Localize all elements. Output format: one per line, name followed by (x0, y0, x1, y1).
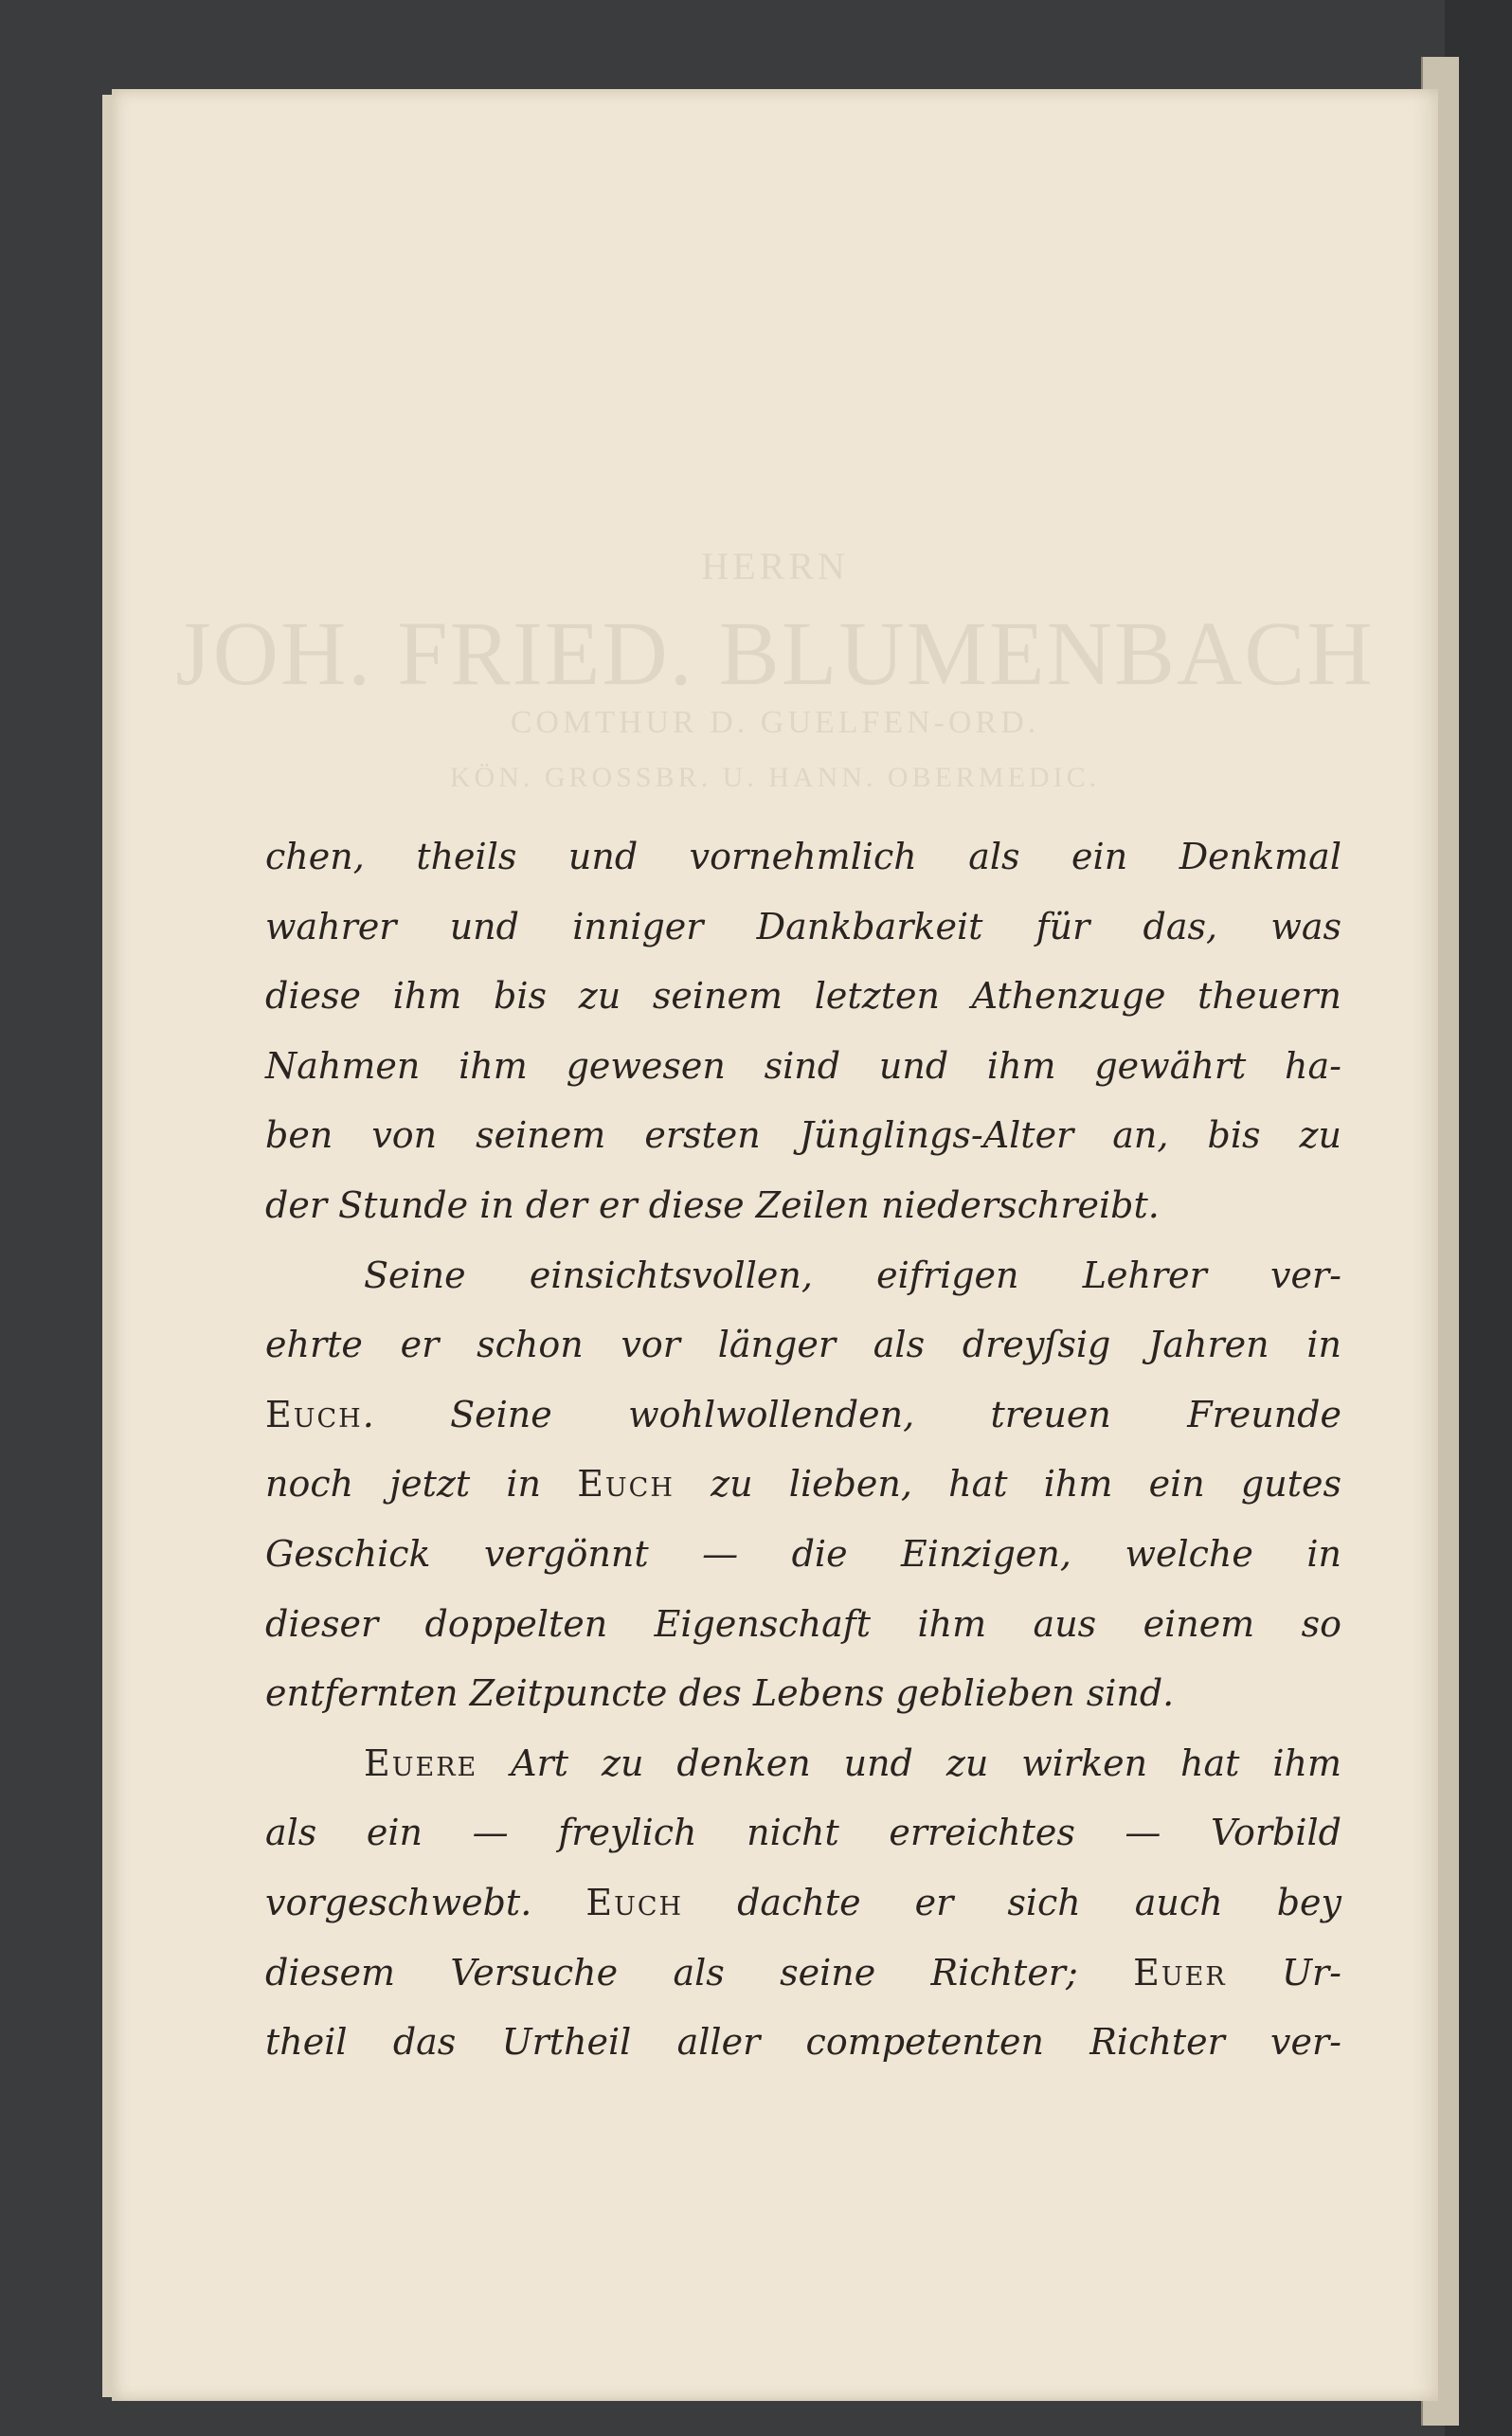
text-line: dieser doppelten Eigenschaft ihm aus einem so (265, 1602, 1341, 1645)
text-line: Seine einsichtsvollen, eifrigen Lehrer ver- (364, 1254, 1341, 1296)
page-left-edge (102, 95, 112, 2397)
text-line: noch jetzt in Euch zu lieben, hat ihm ein gutes (265, 1463, 1341, 1506)
text-line: wahrer und inniger Dankbarkeit für das, was (265, 905, 1341, 947)
show-through-line: KÖN. GROSSBR. U. HANN. OBERMEDIC. (449, 762, 1101, 793)
text-line: der Stunde in der er diese Zeilen niederschreibt. (265, 1183, 1160, 1226)
text-line: theil das Urtheil aller competenten Richter ver- (265, 2021, 1341, 2064)
text-line: Nahmen ihm gewesen sind und ihm gewährt ha- (265, 1044, 1341, 1087)
text-line: ben von seinem ersten Jünglings-Alter an, bis zu (265, 1114, 1341, 1157)
body-text (265, 822, 1341, 2078)
text-line: als ein — freylich nicht erreichtes — Vorbild (265, 1812, 1341, 1854)
text-line: Euch. Seine wohlwollenden, treuen Freunde (265, 1393, 1341, 1435)
text-line: chen, theils und vornehmlich als ein Denkmal (265, 836, 1341, 877)
show-through-line: COMTHUR D. GUELFEN-ORD. (510, 705, 1040, 740)
text-line: vorgeschwebt. Euch dachte er sich auch bey (265, 1881, 1341, 1923)
text-line: diese ihm bis zu seinem letzten Athenzuge theuern (265, 975, 1341, 1018)
text-line: entfernten Zeitpuncte des Lebens geblieben sind. (265, 1672, 1175, 1715)
show-through-line: JOH. FRIED. BLUMENBACH (175, 603, 1375, 704)
text-line: ehrte er schon vor länger als dreyſsig Jahren in (265, 1324, 1341, 1366)
show-through-line: HERRN (701, 545, 849, 587)
text-line: Geschick vergönnt — die Einzigen, welche in (265, 1532, 1341, 1575)
text-line: Euere Art zu denken und zu wirken hat ihm (364, 1741, 1341, 1784)
text-line: diesem Versuche als seine Richter; Euer Ur- (265, 1951, 1342, 1994)
